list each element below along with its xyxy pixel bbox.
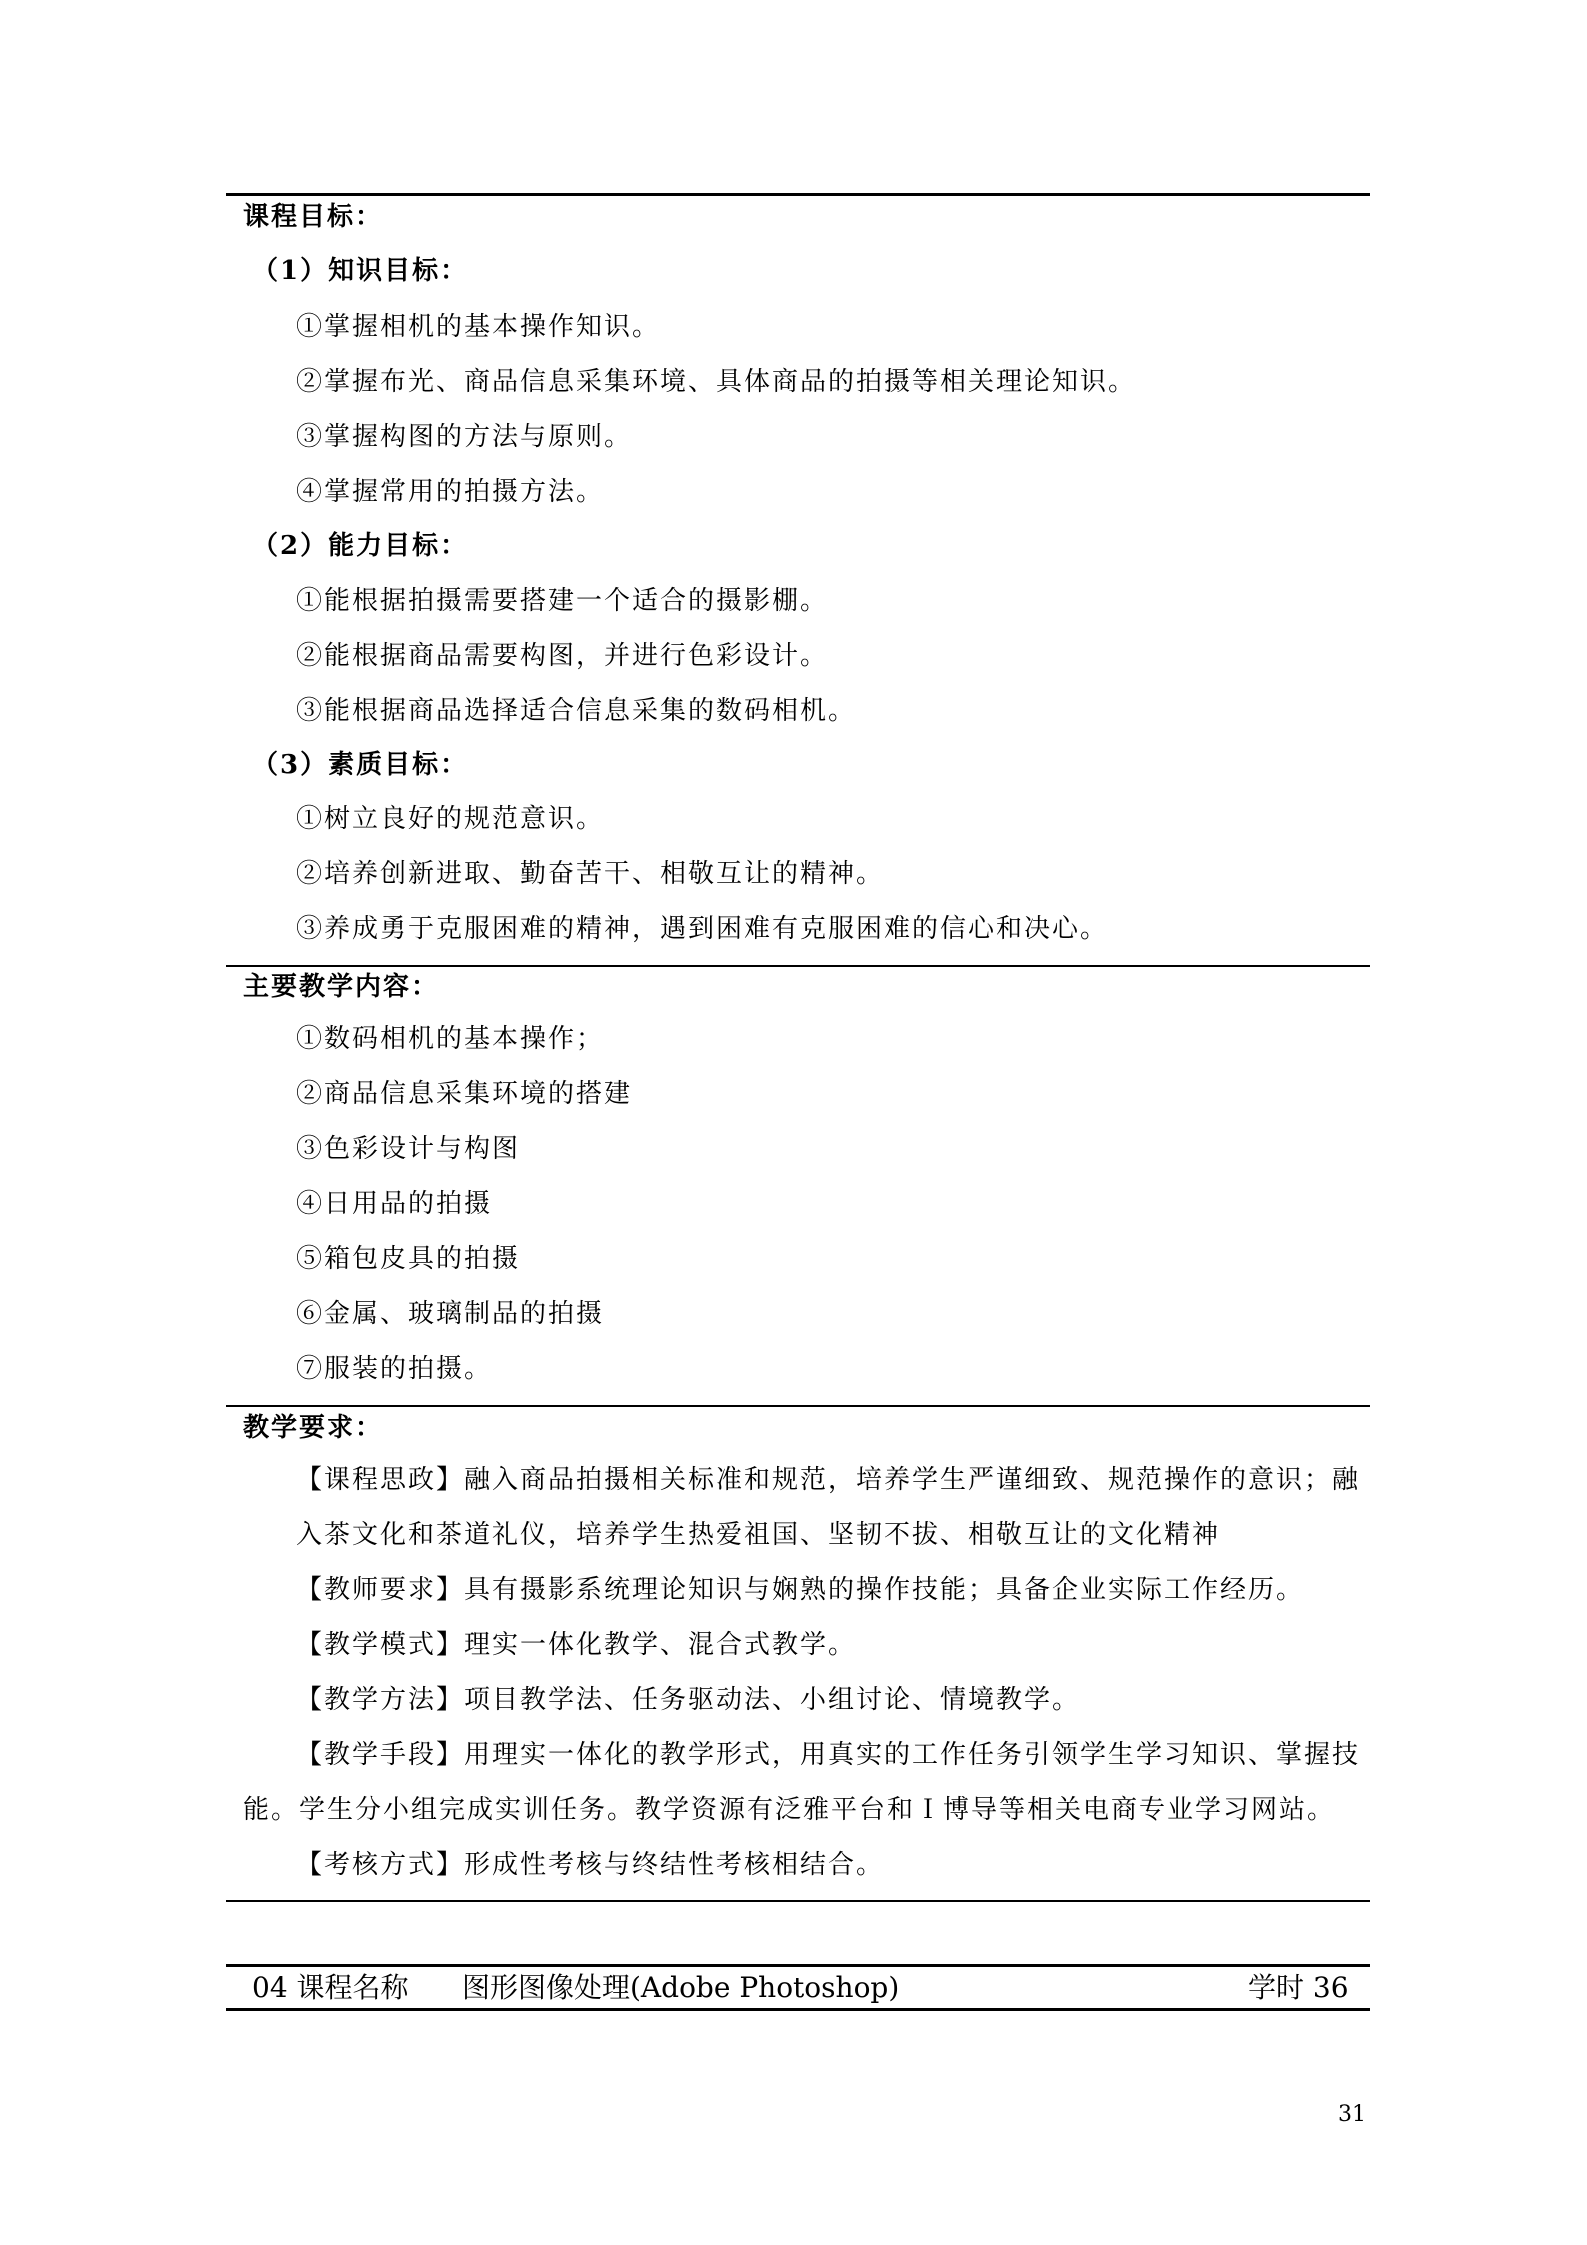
requirement-paragraph: 【教学模式】理实一体化教学、混合式教学。 bbox=[296, 1630, 857, 1660]
requirement-paragraph: 【教师要求】具有摄影系统理论知识与娴熟的操作技能；具备企业实际工作经历。 bbox=[296, 1575, 1305, 1605]
section-divider bbox=[226, 965, 1370, 967]
course-hours: 学时 36 bbox=[1248, 1971, 1349, 2004]
next-course-row bbox=[226, 1966, 1370, 2010]
list-item: ②能根据商品需要构图，并进行色彩设计。 bbox=[296, 641, 829, 671]
list-item: ⑦服装的拍摄。 bbox=[296, 1354, 493, 1384]
requirement-paragraph: 【课程思政】融入商品拍摄相关标准和规范，培养学生严谨细致、规范操作的意识；融 bbox=[296, 1465, 1361, 1495]
requirement-paragraph: 【教学手段】用理实一体化的教学形式，用真实的工作任务引领学生学习知识、掌握技 bbox=[296, 1740, 1361, 1770]
list-item: ②商品信息采集环境的搭建 bbox=[296, 1079, 633, 1109]
course-label: 04 课程名称 bbox=[252, 1971, 409, 2004]
course-name: 图形图像处理(Adobe Photoshop) bbox=[462, 1971, 900, 2004]
ability-goals-title: （2）能力目标： bbox=[252, 531, 469, 561]
list-item: ①数码相机的基本操作； bbox=[296, 1024, 605, 1054]
list-item: ③养成勇于克服困难的精神，遇到困难有克服困难的信心和决心。 bbox=[296, 914, 1109, 944]
list-item: ③掌握构图的方法与原则。 bbox=[296, 422, 633, 452]
table-bottom-border bbox=[226, 1900, 1370, 1902]
main-content-heading: 主要教学内容： bbox=[243, 972, 440, 1002]
list-item: ④掌握常用的拍摄方法。 bbox=[296, 477, 605, 507]
requirement-paragraph-cont: 能。学生分小组完成实训任务。教学资源有泛雅平台和Ｉ博导等相关电商专业学习网站。 bbox=[243, 1795, 1336, 1825]
list-item: ①掌握相机的基本操作知识。 bbox=[296, 312, 661, 342]
requirement-paragraph: 【考核方式】形成性考核与终结性考核相结合。 bbox=[296, 1850, 885, 1880]
list-item: ③能根据商品选择适合信息采集的数码相机。 bbox=[296, 696, 857, 726]
list-item: ⑤箱包皮具的拍摄 bbox=[296, 1244, 521, 1274]
list-item: ③色彩设计与构图 bbox=[296, 1134, 521, 1164]
course-goals-heading: 课程目标： bbox=[243, 202, 384, 232]
table-top-border bbox=[226, 193, 1370, 196]
requirements-heading: 教学要求： bbox=[243, 1413, 384, 1443]
list-item: ⑥金属、玻璃制品的拍摄 bbox=[296, 1299, 605, 1329]
requirement-paragraph-cont: 入茶文化和茶道礼仪，培养学生热爱祖国、坚韧不拔、相敬互让的文化精神 bbox=[296, 1520, 1221, 1550]
quality-goals-title: （3）素质目标： bbox=[252, 750, 469, 780]
page-number: 31 bbox=[1338, 2102, 1366, 2127]
list-item: ①树立良好的规范意识。 bbox=[296, 804, 605, 834]
list-item: ②掌握布光、商品信息采集环境、具体商品的拍摄等相关理论知识。 bbox=[296, 367, 1137, 397]
requirement-paragraph: 【教学方法】项目教学法、任务驱动法、小组讨论、情境教学。 bbox=[296, 1685, 1081, 1715]
knowledge-goals-title: （1）知识目标： bbox=[252, 256, 469, 286]
list-item: ①能根据拍摄需要搭建一个适合的摄影棚。 bbox=[296, 586, 829, 616]
list-item: ④日用品的拍摄 bbox=[296, 1189, 493, 1219]
section-divider bbox=[226, 1405, 1370, 1407]
next-course-bottom-border bbox=[226, 2008, 1370, 2011]
list-item: ②培养创新进取、勤奋苦干、相敬互让的精神。 bbox=[296, 859, 885, 889]
